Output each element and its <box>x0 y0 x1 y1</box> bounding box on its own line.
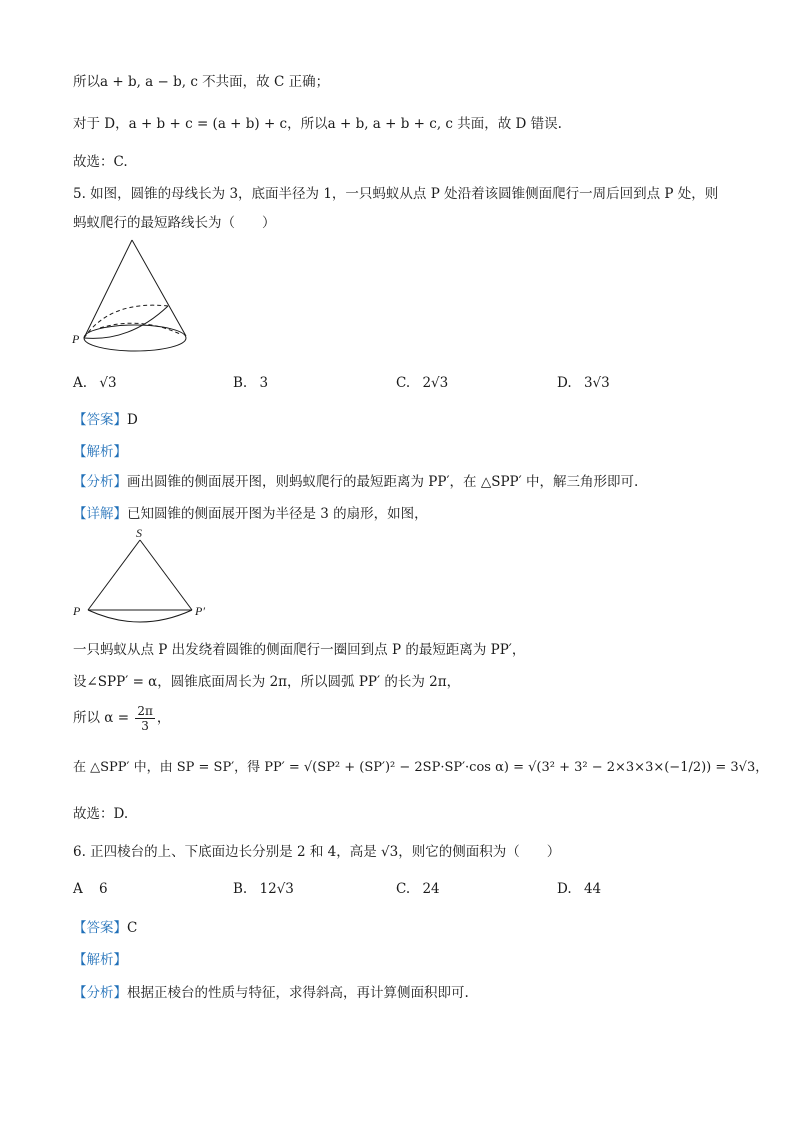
question-6-stem: 6. 正四棱台的上、下底面边长分别是 2 和 4，高是 √3，则它的侧面积为（ ） <box>73 844 561 860</box>
alpha-fraction-denominator: 3 <box>141 719 149 733</box>
q5-option-c-value: 2√3 <box>422 375 449 391</box>
q5-answer <box>73 410 138 430</box>
q6-analysis <box>73 950 127 970</box>
q6-option-b-value: 12√3 <box>259 881 294 897</box>
q5-analysis <box>73 442 127 462</box>
cone-path-solid <box>84 306 168 338</box>
q5-answer-tag: 【答案】 <box>73 412 127 428</box>
q5-option-b-value: 3 <box>259 375 269 391</box>
alpha-equals: 所以 α = <box>73 710 130 726</box>
q5-option-c <box>396 373 448 393</box>
q5-xiangjie-tag: 【详解】 <box>73 506 127 522</box>
alpha-comma: ， <box>156 710 171 726</box>
q5-answer-value: D <box>127 412 138 428</box>
cone-left-edge <box>84 240 132 338</box>
q5-option-c-label: C. <box>396 375 411 391</box>
sector-left-radius <box>88 540 140 610</box>
q5-fenxi-text: 画出圆锥的侧面展开图，则蚂蚁爬行的最短距离为 PP′，在 △SPP′ 中，解三角形即可. <box>127 474 639 490</box>
cone-label-p: P <box>72 332 80 346</box>
q5-option-a-value: √3 <box>99 375 117 391</box>
q6-answer-tag: 【答案】 <box>73 920 127 936</box>
q5-option-b <box>233 373 268 393</box>
q5-analysis-tag: 【解析】 <box>73 444 127 460</box>
q5-xiangjie <box>73 504 428 524</box>
q5-solution-line-3 <box>73 702 170 734</box>
q6-fenxi-tag: 【分析】 <box>73 985 127 1001</box>
sector-label-p-prime: P′ <box>195 604 205 618</box>
q6-option-d-value: 44 <box>583 881 602 897</box>
q5-fenxi <box>73 472 638 492</box>
line-d-analysis: 对于 D，a + b + c = (a + b) + c，所以a + b, a + b + c, c 共面，故 D 错误. <box>73 116 562 132</box>
sector-arc <box>88 610 192 622</box>
q6-option-b-label: B. <box>233 881 248 897</box>
sector-figure <box>70 528 220 624</box>
cone-figure <box>70 238 200 358</box>
q6-answer-value: C <box>127 920 138 936</box>
q5-option-d-value: 3√3 <box>583 375 610 391</box>
q6-option-c-value: 24 <box>422 881 440 897</box>
line-choose-c: 故选：C. <box>73 154 128 170</box>
question-5-stem-1: 5. 如图，圆锥的母线长为 3，底面半径为 1，一只蚂蚁从点 P 处沿着该圆锥侧面爬行一周后回到点 P 处，则 <box>73 186 719 202</box>
q6-option-d <box>557 879 601 899</box>
q6-answer <box>73 918 137 938</box>
q6-option-a-value: 6 <box>99 881 108 897</box>
question-5-stem-2: 蚂蚁爬行的最短路线长为（ ） <box>73 215 276 231</box>
q5-solution-line-2: 设∠SPP′ = α，圆锥底面周长为 2π，所以圆弧 PP′ 的长为 2π， <box>73 674 461 690</box>
alpha-fraction <box>135 704 155 733</box>
q5-fenxi-tag: 【分析】 <box>73 474 127 490</box>
q5-option-d-label: D. <box>557 375 572 391</box>
q5-xiangjie-text: 已知圆锥的侧面展开图为半径是 3 的扇形，如图， <box>127 506 428 522</box>
q5-option-a <box>73 373 117 393</box>
sector-label-p: P <box>73 604 81 618</box>
cone-right-edge <box>132 240 186 336</box>
q5-solution-line-1: 一只蚂蚁从点 P 出发绕着圆锥的侧面爬行一圈回到点 P 的最短距离为 PP′， <box>73 642 526 658</box>
line-c-conclusion: 所以a + b, a − b, c 不共面，故 C 正确； <box>73 74 330 90</box>
q6-option-a-label: A <box>73 881 83 897</box>
q5-option-b-label: B. <box>233 375 248 391</box>
q6-fenxi-text: 根据正棱台的性质与特征，求得斜高，再计算侧面积即可. <box>127 985 469 1001</box>
sector-label-s: S <box>136 526 142 540</box>
alpha-fraction-numerator: 2π <box>137 704 153 718</box>
q5-solution-line-4: 在 △SPP′ 中，由 SP = SP′，得 PP′ = √(SP² + (SP′)² − 2SP·SP′·cos α) = √(3² + 3² − 2×3×3×(−1/2)) = 3√3， <box>73 760 769 775</box>
q6-fenxi <box>73 983 469 1003</box>
q5-option-d <box>557 373 610 393</box>
q6-option-c-label: C. <box>396 881 411 897</box>
q5-solution-line-5: 故选：D. <box>73 806 129 822</box>
q6-option-a <box>73 879 108 899</box>
q6-analysis-tag: 【解析】 <box>73 952 127 968</box>
q5-option-a-label: A. <box>73 375 88 391</box>
q6-option-c <box>396 879 440 899</box>
q6-option-b <box>233 879 294 899</box>
sector-right-radius <box>140 540 192 610</box>
q6-option-d-label: D. <box>557 881 572 897</box>
